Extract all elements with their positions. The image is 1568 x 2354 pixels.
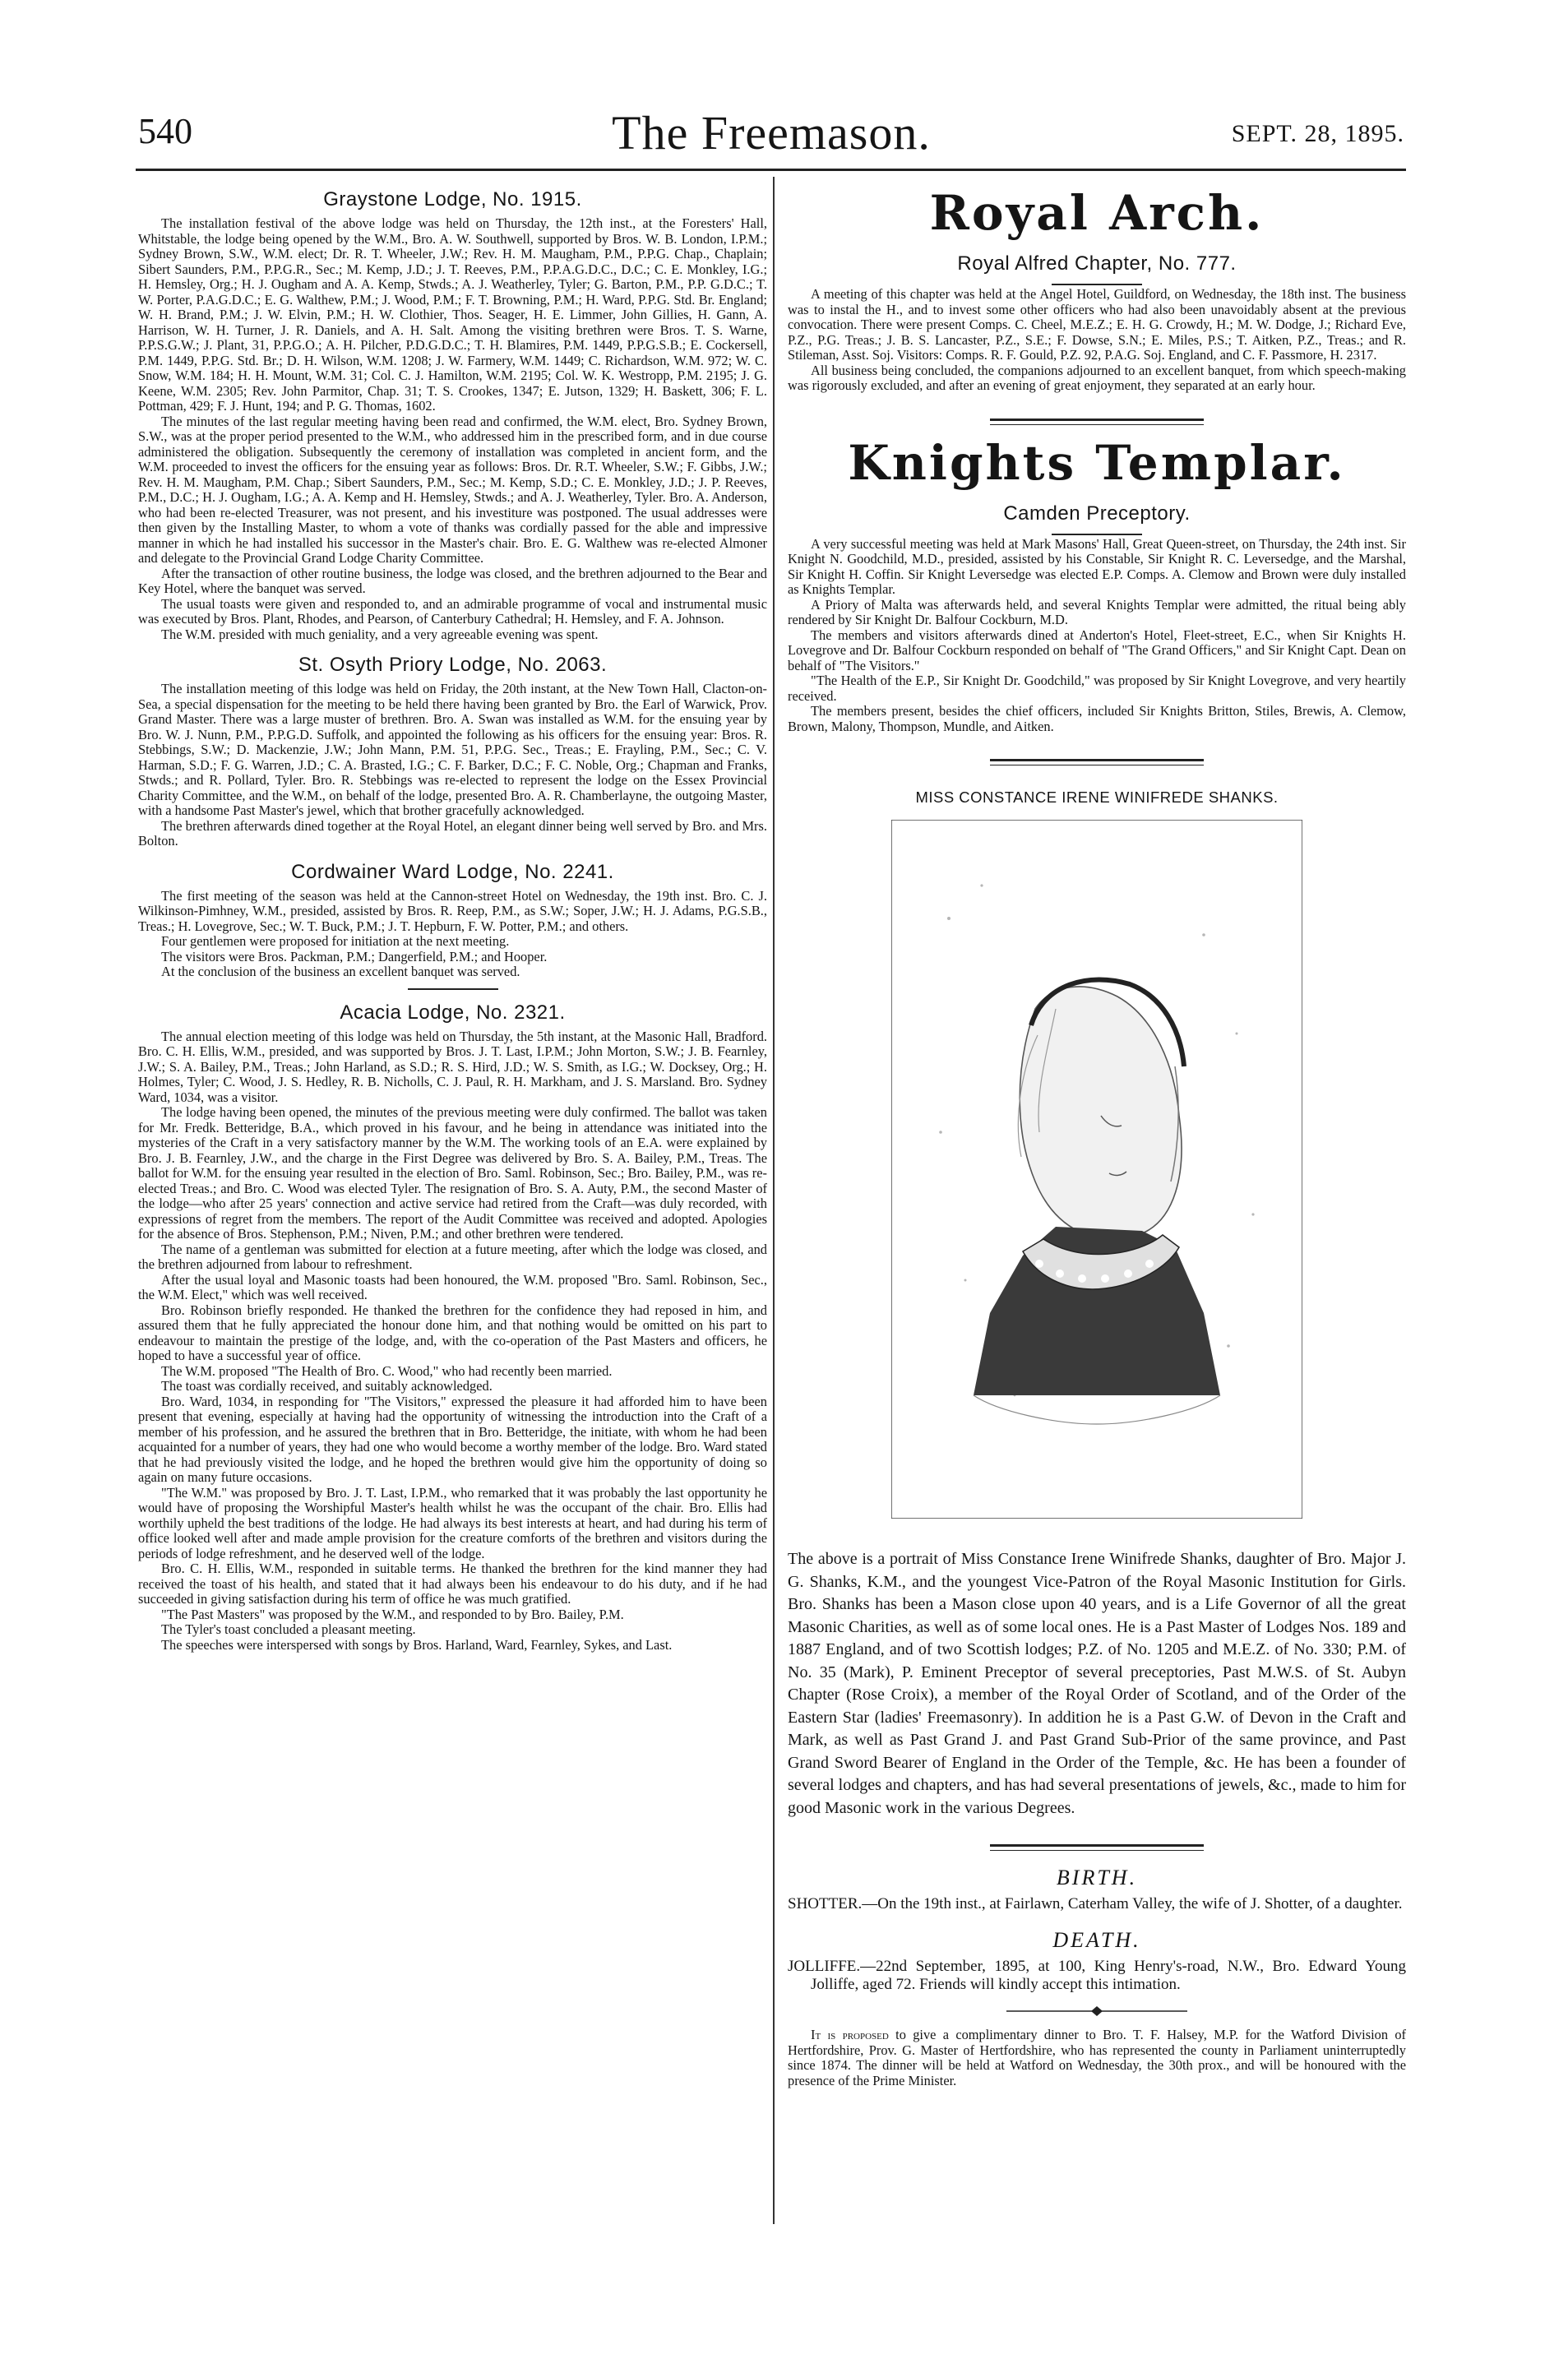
death-heading: DEATH. xyxy=(1052,1928,1141,1952)
article-paragraph: A very successful meeting was held at Mark Masons' Hall, Great Queen-street, on Thursday, the 24th inst. Sir Knight N. Goodchild, M.D., presided, assisted by his Constable, Sir Knight R. C. Leversedge, and the Marshal, Sir Knight H. Coffin. Sir Knight Leversedge was elected E.P. Comps. A. Clemow and Brown were duly installed as Knights Templar. xyxy=(788,535,1406,597)
issue-date: SEPT. 28, 1895. xyxy=(1231,120,1404,147)
article-paragraph: "The Health of the E.P., Sir Knight Dr. Goodchild," was proposed by Sir Knight Lovegrove, and very heartily received. xyxy=(788,673,1406,704)
article-st-osyth-priory-lodge xyxy=(138,654,767,849)
double-rule xyxy=(990,759,1204,765)
article-paragraph: The name of a gentleman was submitted for election at a future meeting, after which the lodge was closed, and the brethren adjourned from labour to refreshment. xyxy=(138,1241,767,1272)
masthead xyxy=(138,105,1404,171)
article-paragraph: The installation meeting of this lodge was held on Friday, the 20th instant, at the New Town Hall, Clacton-on-Sea, a special dispensation for the meeting to be held there having been granted by Bro. the Earl of Warwick, Prov. Grand Master. There was a large muster of brethren. Bro. A. Swan was installed as W.M. for the ensuing year by Bro. W. J. Nunn, P.M., P.P.G.D. Suffolk, and appointed the following as his officers for the ensuing year: Bros. R. Stebbings, S.W.; D. Mackenzie, J.W.; John Mann, P.M. 51, P.P.G. Sec., Treas.; E. Frayling, P.M., Sec.; C. V. Harman, S.D.; F. G. Warren, J.D.; C. A. Brasted, I.G.; C. F. Barker, D.C.; F. C. Noble, Org.; Chapman and Franks, Stwds.; and R. Pollard, Tyler. Bro. R. Stebbings was re-elected to represent the lodge on the Essex Provincial Charity Committee, and the W.M., on behalf of the lodge, presented Bro. A. R. Chamberlayne, the outgoing Master, with a handsome Past Master's jewel, which that brother gracefully acknowledged. xyxy=(138,681,767,818)
column-divider xyxy=(773,177,775,2224)
death-notice: JOLLIFFE.—22nd September, 1895, at 100, King Henry's-road, N.W., Bro. Edward Young Jolliffe, aged 72. Friends will kindly accept this intimation. xyxy=(788,1958,1406,1993)
article-paragraph: Bro. Ward, 1034, in responding for "The Visitors," expressed the pleasure it had afforded him to have been present that evening, especially at having had the opportunity of witnessing the introduction into the Craft of a member of his profession, and he assured the brethren that in Bro. Betteridge, the initiate, with whom he had been acquainted for a number of years, they had one who would become a worthy member of the lodge. Bro. Ward stated that he had previously visited the lodge, and he hoped the brethren would give him the opportunity of doing so again on many future occasions. xyxy=(138,1393,767,1485)
section-rule xyxy=(1052,534,1142,535)
article-graystone-lodge xyxy=(138,188,767,642)
diamond-ornament xyxy=(788,2005,1406,2021)
article-heading: Acacia Lodge, No. 2321. xyxy=(340,1001,566,1024)
section-death xyxy=(788,1928,1406,1994)
dinner-notice xyxy=(788,2028,1406,2088)
article-heading: St. Osyth Priory Lodge, No. 2063. xyxy=(298,654,608,676)
article-acacia-lodge xyxy=(138,1001,767,1653)
section-rule xyxy=(408,988,498,990)
section-title-royal-arch: Royal Arch. xyxy=(929,185,1265,241)
article-paragraph: The annual election meeting of this lodge was held on Thursday, the 5th instant, at the Masonic Hall, Bradford. Bro. C. H. Ellis, W.M., presided, and was supported by Bros. J. T. Last, I.P.M.; John Morton, S.W.; J. B. Fearnley, J.W.; S. A. Bailey, P.M., Treas.; John Harland, as S.D.; R. S. Hird, J.D.; W. S. Smith, as I.G.; W. Docksey, Org.; H. Holmes, Tyler; C. Wood, J. S. Hedley, R. B. Nicholls, C. J. Paul, R. H. Markham, and J. S. Marsland. Bro. Sydney Ward, 1034, was a visitor. xyxy=(138,1028,767,1105)
dinner-notice-lead: It is proposed xyxy=(811,2027,889,2042)
article-paragraph: The minutes of the last regular meeting having been read and confirmed, the W.M. elect, Bro. Sydney Brown, S.W., was at the proper period presented to the W.M., who addressed him in the prescribed form, and in due course administered the obligation. Subsequently the ceremony of installation was completed in ancient form, and the W.M. proceeded to invest the officers for the ensuing year as follows: Bros. Dr. R.T. Wheeler, S.W.; F. Gibbs, J.W.; Rev. H. M. Maugham, P.M. Chap.; Sibert Saunders, P.M., Sec.; M. Kemp, S.D.; C. E. Monkley, J.D.; J. P. Reeves, P.M., D.C.; H. J. Ougham, I.G.; A. A. Kemp and H. Hemsley, Stwds.; and A. J. Weatherley, Tyler. Bro. A. Anderson, who had been re-elected Treasurer, was not present, and his investiture was postponed. The usual addresses were then given by the Installing Master, to whom a vote of thanks was cordially passed for the able and impressive manner in which he had installed his successor in the Master's chair. Bro. E. G. Walthew was re-elected Almoner and delegate to the Provincial Grand Lodge Charity Committee. xyxy=(138,413,767,566)
section-royal-arch xyxy=(788,185,1406,394)
article-paragraph: All business being concluded, the companions adjourned to an excellent banquet, from which speech-making was rigorously excluded, and after an evening of great enjoyment, they separated at an early hour. xyxy=(788,362,1406,393)
page-number: 540 xyxy=(138,111,192,151)
article-heading: Camden Preceptory. xyxy=(1003,502,1191,525)
portrait-image xyxy=(891,820,1302,1519)
double-rule xyxy=(990,1844,1204,1851)
article-paragraph: The installation festival of the above lodge was held on Thursday, the 12th inst., at the Foresters' Hall, Whitstable, the lodge being opened by the W.M., Bro. A. W. Southwell, supported by Bros. W. B. London, I.P.M.; Sydney Brown, S.W., W.M. elect; Dr. R. T. Wheeler, J.W.; Rev. H. M. Maugham, P.M., P.P.G. Chap., Chaplain; Sibert Saunders, P.M., P.P.G.R., Sec.; M. Kemp, J.D.; J. T. Reeves, P.M., P.P.A.G.D.C., D.C.; C. E. Monkley, I.G.; H. Hemsley, Org.; H. J. Ougham and A. A. Kemp, Stwds.; A. J. Weatherley, Tyler; G. Barton, P.M., P.P. G.D.C.; T. W. Porter, P.A.G.D.C.; E. G. Walthew, P.M.; J. Wood, P.M.; F. T. Browning, P.M.; H. Ward, P.P.G. Std. Br. England; W. H. Brand, P.M.; J. W. Elvin, P.M.; H. W. Clothier, Thos. Seager, H. E. Limmer, John Gillies, H. Gann, A. Harrison, W. H. Turner, J. R. Daniels, and A. H. Salt. Among the visiting brethren were Bros. T. S. Warne, P.P.S.G.W.; J. Plant, 31, P.P.G.O.; A. H. Pilcher, P.D.G.D.C.; T. H. Blamires, P.M. 1449, P.P.G.S.B.; E. Cockersell, P.M. 1449, P.P.G. Std. Br.; D. H. Wilson, W.M. 1208; J. W. Farmery, W.M. 1449; C. Richardson, W.M. 972; W. C. Snow, W.M. 184; H. H. Mount, W.M. 31; Col. C. J. Hamilton, W.M. 2195; Col. W. K. Westropp, P.M. 2195; J. G. Keene, W.M. 2305; Rev. John Parmitor, Chap. 31; T. S. Crookes, 1347; E. Jutson, 1329; H. Baskett, 306; F. L. Pottman, 429; F. J. Hunt, 194; and P. G. Thomas, 1602. xyxy=(138,215,767,414)
article-heading: Royal Alfred Chapter, No. 777. xyxy=(957,252,1237,275)
article-paragraph: The members present, besides the chief officers, included Sir Knights Britton, Stiles, Brewis, A. Clemow, Brown, Malony, Thompson, Mundle, and Aitken. xyxy=(788,703,1406,734)
article-paragraph: The lodge having been opened, the minutes of the previous meeting were duly confirmed. The ballot was taken for Mr. Fredk. Betteridge, B.A., which proved in his favour, and he being in attendance was initiated into the mysteries of the Craft in a very satisfactory manner by the W.M. The working tools of an E.A. were explained by Bro. J. B. Fearnley, J.W., and the charge in the First Degree was delivered by Bro. S. A. Bailey, P.M., Treas. The ballot for W.M. for the ensuing year resulted in the election of Bro. Saml. Robinson, Sec.; Bro. Bailey, P.M., was re-elected Treas.; and Bro. C. Wood was elected Tyler. The resignation of Bro. S. A. Auty, P.M., the second Master of the lodge—who after 25 years' connection and active service had retired from the Craft—was duly recorded, with expressions of regret from the members. The report of the Audit Committee was received and adopted. Apologies for the absence of Bros. Stephenson, P.M.; Niven, P.M.; and other brethren were tendered. xyxy=(138,1104,767,1242)
section-title-knights-templar: Knights Templar. xyxy=(848,434,1346,491)
article-paragraph: "The Past Masters" was proposed by the W.M., and responded to by Bro. Bailey, P.M. xyxy=(161,1606,624,1622)
article-paragraph: The usual toasts were given and responded to, and an admirable programme of vocal and instrumental music was executed by Bros. Plant, Rhodes, and Pearson, of Canterbury Cathedral; H. Hemsley, and F. A. Johnson. xyxy=(138,595,767,627)
birth-notice: SHOTTER.—On the 19th inst., at Fairlawn, Caterham Valley, the wife of J. Shotter, of a daughter. xyxy=(788,1895,1403,1912)
article-paragraph: The W.M. presided with much geniality, and a very agreeable evening was spent. xyxy=(161,626,599,642)
section-rule xyxy=(1052,284,1142,285)
masthead-rule xyxy=(136,169,1406,171)
article-paragraph: After the transaction of other routine business, the lodge was closed, and the brethren adjourned to the Bear and Key Hotel, where the banquet was served. xyxy=(138,565,767,596)
birth-heading: BIRTH. xyxy=(1056,1866,1138,1889)
article-paragraph: The speeches were interspersed with songs by Bros. Harland, Ward, Fearnley, Sykes, and Last. xyxy=(161,1636,673,1653)
article-paragraph: The first meeting of the season was held at the Cannon-street Hotel on Wednesday, the 19th inst. Bro. C. J. Wilkinson-Pimhney, W.M., presided, assisted by Bros. R. Reep, P.M., as S.W.; Soper, J.W.; H. J. Adams, P.G.S.B., Treas.; H. Lovegrove, Sec.; W. T. Buck, P.M.; J. T. Hepburn, F. W. Potter, P.M.; and others. xyxy=(138,887,767,934)
right-column xyxy=(788,177,1406,2249)
portrait-description: The above is a portrait of Miss Constance Irene Winifrede Shanks, daughter of Bro. Major J. G. Shanks, K.M., and the youngest Vice-Patron of the Royal Masonic Institution for Girls. Bro. Shanks has been a Mason close upon 40 years, and is a Life Governor of all the great Masonic Charities, as well as of some local ones. He is a Past Master of Lodges Nos. 189 and 1887 England, and of two Scottish lodges; P.Z. of No. 1205 and M.E.Z. of No. 330; P.M. of No. 35 (Mark), P. Eminent Preceptor of several preceptories, Past M.W.S. of St. Aubyn Chapter (Rose Croix), a member of the Royal Order of Scotland, and of the Order of the Eastern Star (ladies' Freemasonry). In addition he is a Past G.W. of Devon in the Craft and Mark, as well as Past Grand J. and Past Grand Sub-Prior of the same province, and Past Grand Sword Bearer of England in the Order of the Temple, &c. He has been a founder of several lodges and chapters, and has had several presentations of jewels, &c., made to him for good Masonic work in the various Degrees. xyxy=(788,1550,1406,1817)
article-paragraph: At the conclusion of the business an excellent banquet was served. xyxy=(161,964,520,979)
article-paragraph: A meeting of this chapter was held at the Angel Hotel, Guildford, on Wednesday, the 18th inst. The business was to instal the H., and to invest some other officers who had also been unavoidably absent at the previous convocation. There were present Comps. C. Cheel, M.E.Z.; E. H. G. Crowdy, H.; M. W. Dodge, J.; Richard Eve, P.Z., P.G. Treas.; J. B. S. Lancaster, P.Z., S.E.; F. Dowse, S.N.; E. Miles, P.S.; T. Aitken, P.Z., Treas.; and R. Stileman, Asst. Soj. Visitors: Comps. R. F. Gould, P.Z. 92, P.A.G. Soj. England, and C. F. Passmore, H. 2317. xyxy=(788,286,1406,363)
article-paragraph: Bro. C. H. Ellis, W.M., responded in suitable terms. He thanked the brethren for the kind manner they had received the toast of his health, and stated that it had always been his endeavour to do his duty, and if he had succeeded in giving satisfaction during his term of office he was much gratified. xyxy=(138,1561,767,1607)
section-dinner-notice xyxy=(788,2028,1406,2088)
article-paragraph: The toast was cordially received, and suitably acknowledged. xyxy=(161,1378,493,1394)
article-heading: Cordwainer Ward Lodge, No. 2241. xyxy=(291,860,614,883)
article-paragraph: "The W.M." was proposed by Bro. J. T. Last, I.P.M., who remarked that it was probably the last opportunity he would have of proposing the Worshipful Master's health whilst he was the occupant of the chair. Bro. Ellis had worthily upheld the best traditions of the lodge. He had always its best interests at heart, and had during his term of office looked well after and made ample provision for the creature comforts of the brethren and visitors during the periods of lodge refreshment, and he deserved well of the lodge. xyxy=(138,1484,767,1561)
article-paragraph: Four gentlemen were proposed for initiation at the next meeting. xyxy=(161,933,510,949)
article-paragraph: After the usual loyal and Masonic toasts had been honoured, the W.M. proposed "Bro. Saml. Robinson, Sec., the W.M. Elect," which was well received. xyxy=(138,1271,767,1302)
article-paragraph: The brethren afterwards dined together at the Royal Hotel, an elegant dinner being well served by Bro. and Mrs. Bolton. xyxy=(138,817,767,849)
portrait-caption: MISS CONSTANCE IRENE WINIFREDE SHANKS. xyxy=(915,789,1279,806)
article-heading: Graystone Lodge, No. 1915. xyxy=(323,188,582,210)
left-column xyxy=(138,177,767,2249)
article-paragraph: The members and visitors afterwards dined at Anderton's Hotel, Fleet-street, E.C., when Sir Knights H. Lovegrove and Dr. Balfour Cockburn responded on behalf of "The Grand Officers," and Sir Knight Capt. Dean on behalf of "The Visitors." xyxy=(788,627,1406,673)
article-paragraph: Bro. Robinson briefly responded. He thanked the brethren for the confidence they had reposed in him, and assured them that he fully appreciated the honour done him, and that nothing would be omitted on his part to endeavour to maintain the prestige of the lodge, and, with the co-operation of the Past Masters and officers, he hoped to have a successful year of office. xyxy=(138,1302,767,1363)
article-paragraph: The W.M. proposed "The Health of Bro. C. Wood," who had recently been married. xyxy=(161,1362,613,1379)
double-rule xyxy=(990,419,1204,425)
section-knights-templar xyxy=(788,435,1406,735)
section-birth xyxy=(788,1866,1406,1913)
newspaper-title: The Freemason. xyxy=(612,106,931,160)
section-portrait xyxy=(788,789,1406,1820)
dinner-notice-text: to give a complimentary dinner to Bro. T. F. Halsey, M.P. for the Watford Division of Hertfordshire, Prov. G. Master of Hertfordshire, who has represented the county in Parliament uninterruptedly since 1874. The dinner will be held at Watford on Wednesday, the 30th prox., and will be honoured with the presence of the Prime Minister. xyxy=(788,2027,1406,2088)
article-paragraph: The Tyler's toast concluded a pleasant meeting. xyxy=(161,1621,416,1637)
article-paragraph: A Priory of Malta was afterwards held, and several Knights Templar were admitted, the ritual being ably rendered by Sir Knight Dr. Balfour Cockburn, M.D. xyxy=(788,596,1406,627)
article-cordwainer-ward-lodge xyxy=(138,861,767,980)
diamond-ornament-icon xyxy=(1006,2005,1187,2017)
article-paragraph: The visitors were Bros. Packman, P.M.; Dangerfield, P.M.; and Hooper. xyxy=(161,948,548,964)
